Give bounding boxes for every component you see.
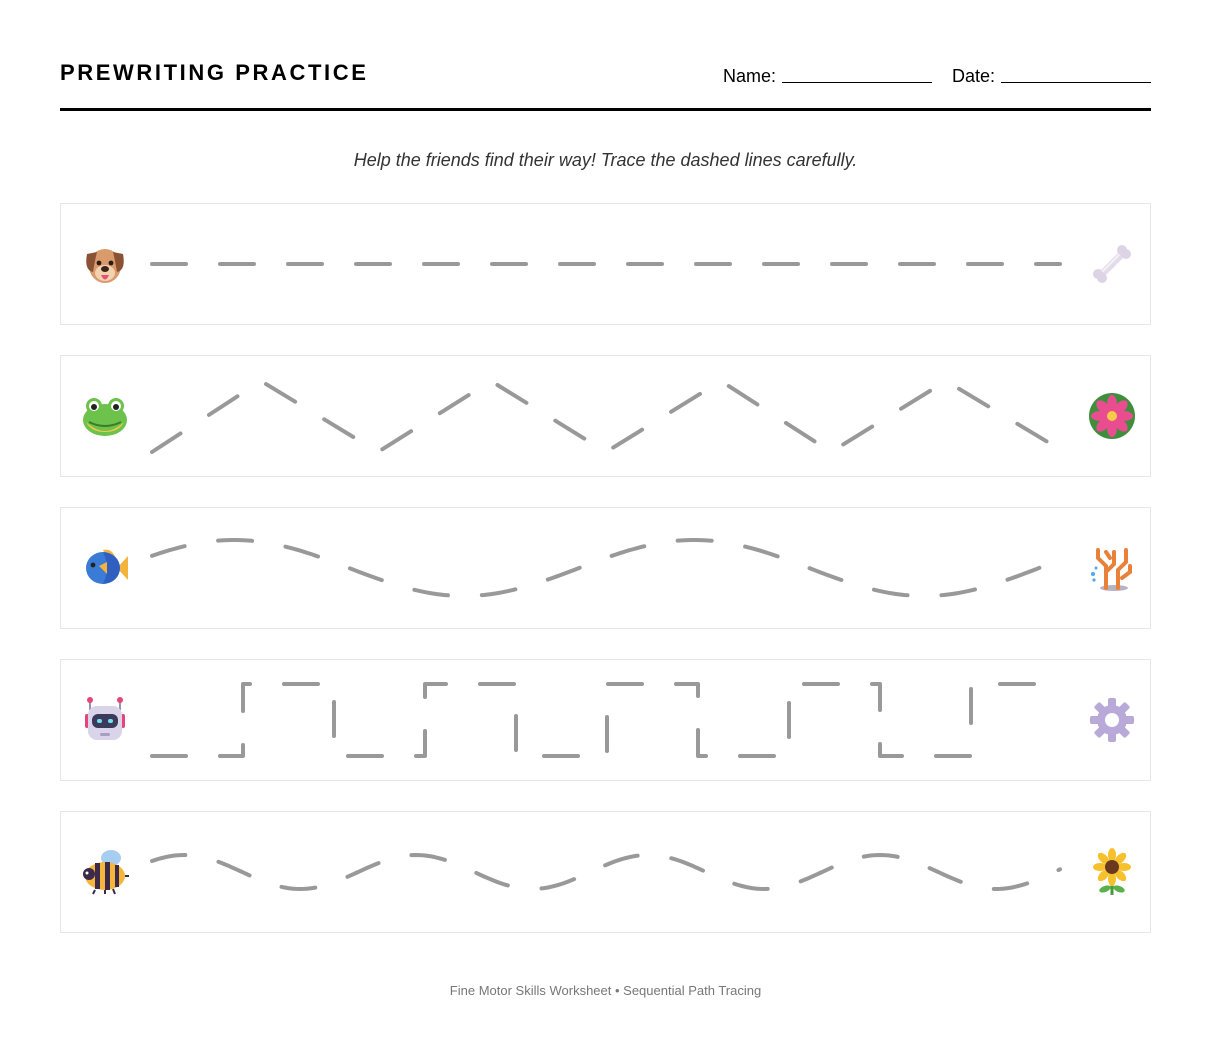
dashed-path-zigzag[interactable]	[61, 356, 1150, 476]
name-field	[723, 66, 932, 87]
gear-icon	[1088, 696, 1136, 744]
tracing-row-fish	[60, 507, 1151, 629]
tracing-row-bee	[60, 811, 1151, 933]
dashed-trace-line[interactable]	[152, 381, 1051, 452]
lotus-flower-icon	[1088, 392, 1136, 440]
student-fields	[723, 66, 1151, 87]
instruction-text: Help the friends find their way! Trace the dashed lines carefully.	[353, 150, 858, 170]
dashed-path-square-wave[interactable]	[61, 660, 1150, 780]
date-blank-line[interactable]	[1001, 82, 1151, 83]
name-blank-line[interactable]	[782, 82, 932, 83]
coral-icon	[1088, 544, 1136, 592]
date-field	[952, 66, 1151, 87]
dashed-trace-line[interactable]	[152, 684, 1060, 756]
page-title: PREWRITING PRACTICE	[60, 60, 369, 85]
dashed-trace-line[interactable]	[152, 540, 1060, 596]
date-label: Date:	[951, 66, 995, 86]
dashed-path-small-wave[interactable]	[61, 812, 1150, 932]
dashed-trace-line[interactable]	[152, 855, 1060, 889]
tracing-row-robot	[60, 659, 1151, 781]
bone-icon	[1088, 240, 1136, 288]
worksheet-header	[60, 58, 1151, 111]
sunflower-icon	[1088, 848, 1136, 896]
honeybee-icon	[81, 848, 129, 896]
name-label: Name:	[722, 66, 776, 86]
robot-face-icon	[81, 696, 129, 744]
dog-face-icon	[81, 240, 129, 288]
tropical-fish-icon	[81, 544, 129, 592]
footer-text: Fine Motor Skills Worksheet • Sequential Path Tracing	[449, 983, 762, 998]
dashed-path-straight[interactable]	[61, 204, 1150, 324]
dashed-path-wave[interactable]	[61, 508, 1150, 628]
tracing-row-dog	[60, 203, 1151, 325]
frog-face-icon	[81, 392, 129, 440]
tracing-row-frog	[60, 355, 1151, 477]
